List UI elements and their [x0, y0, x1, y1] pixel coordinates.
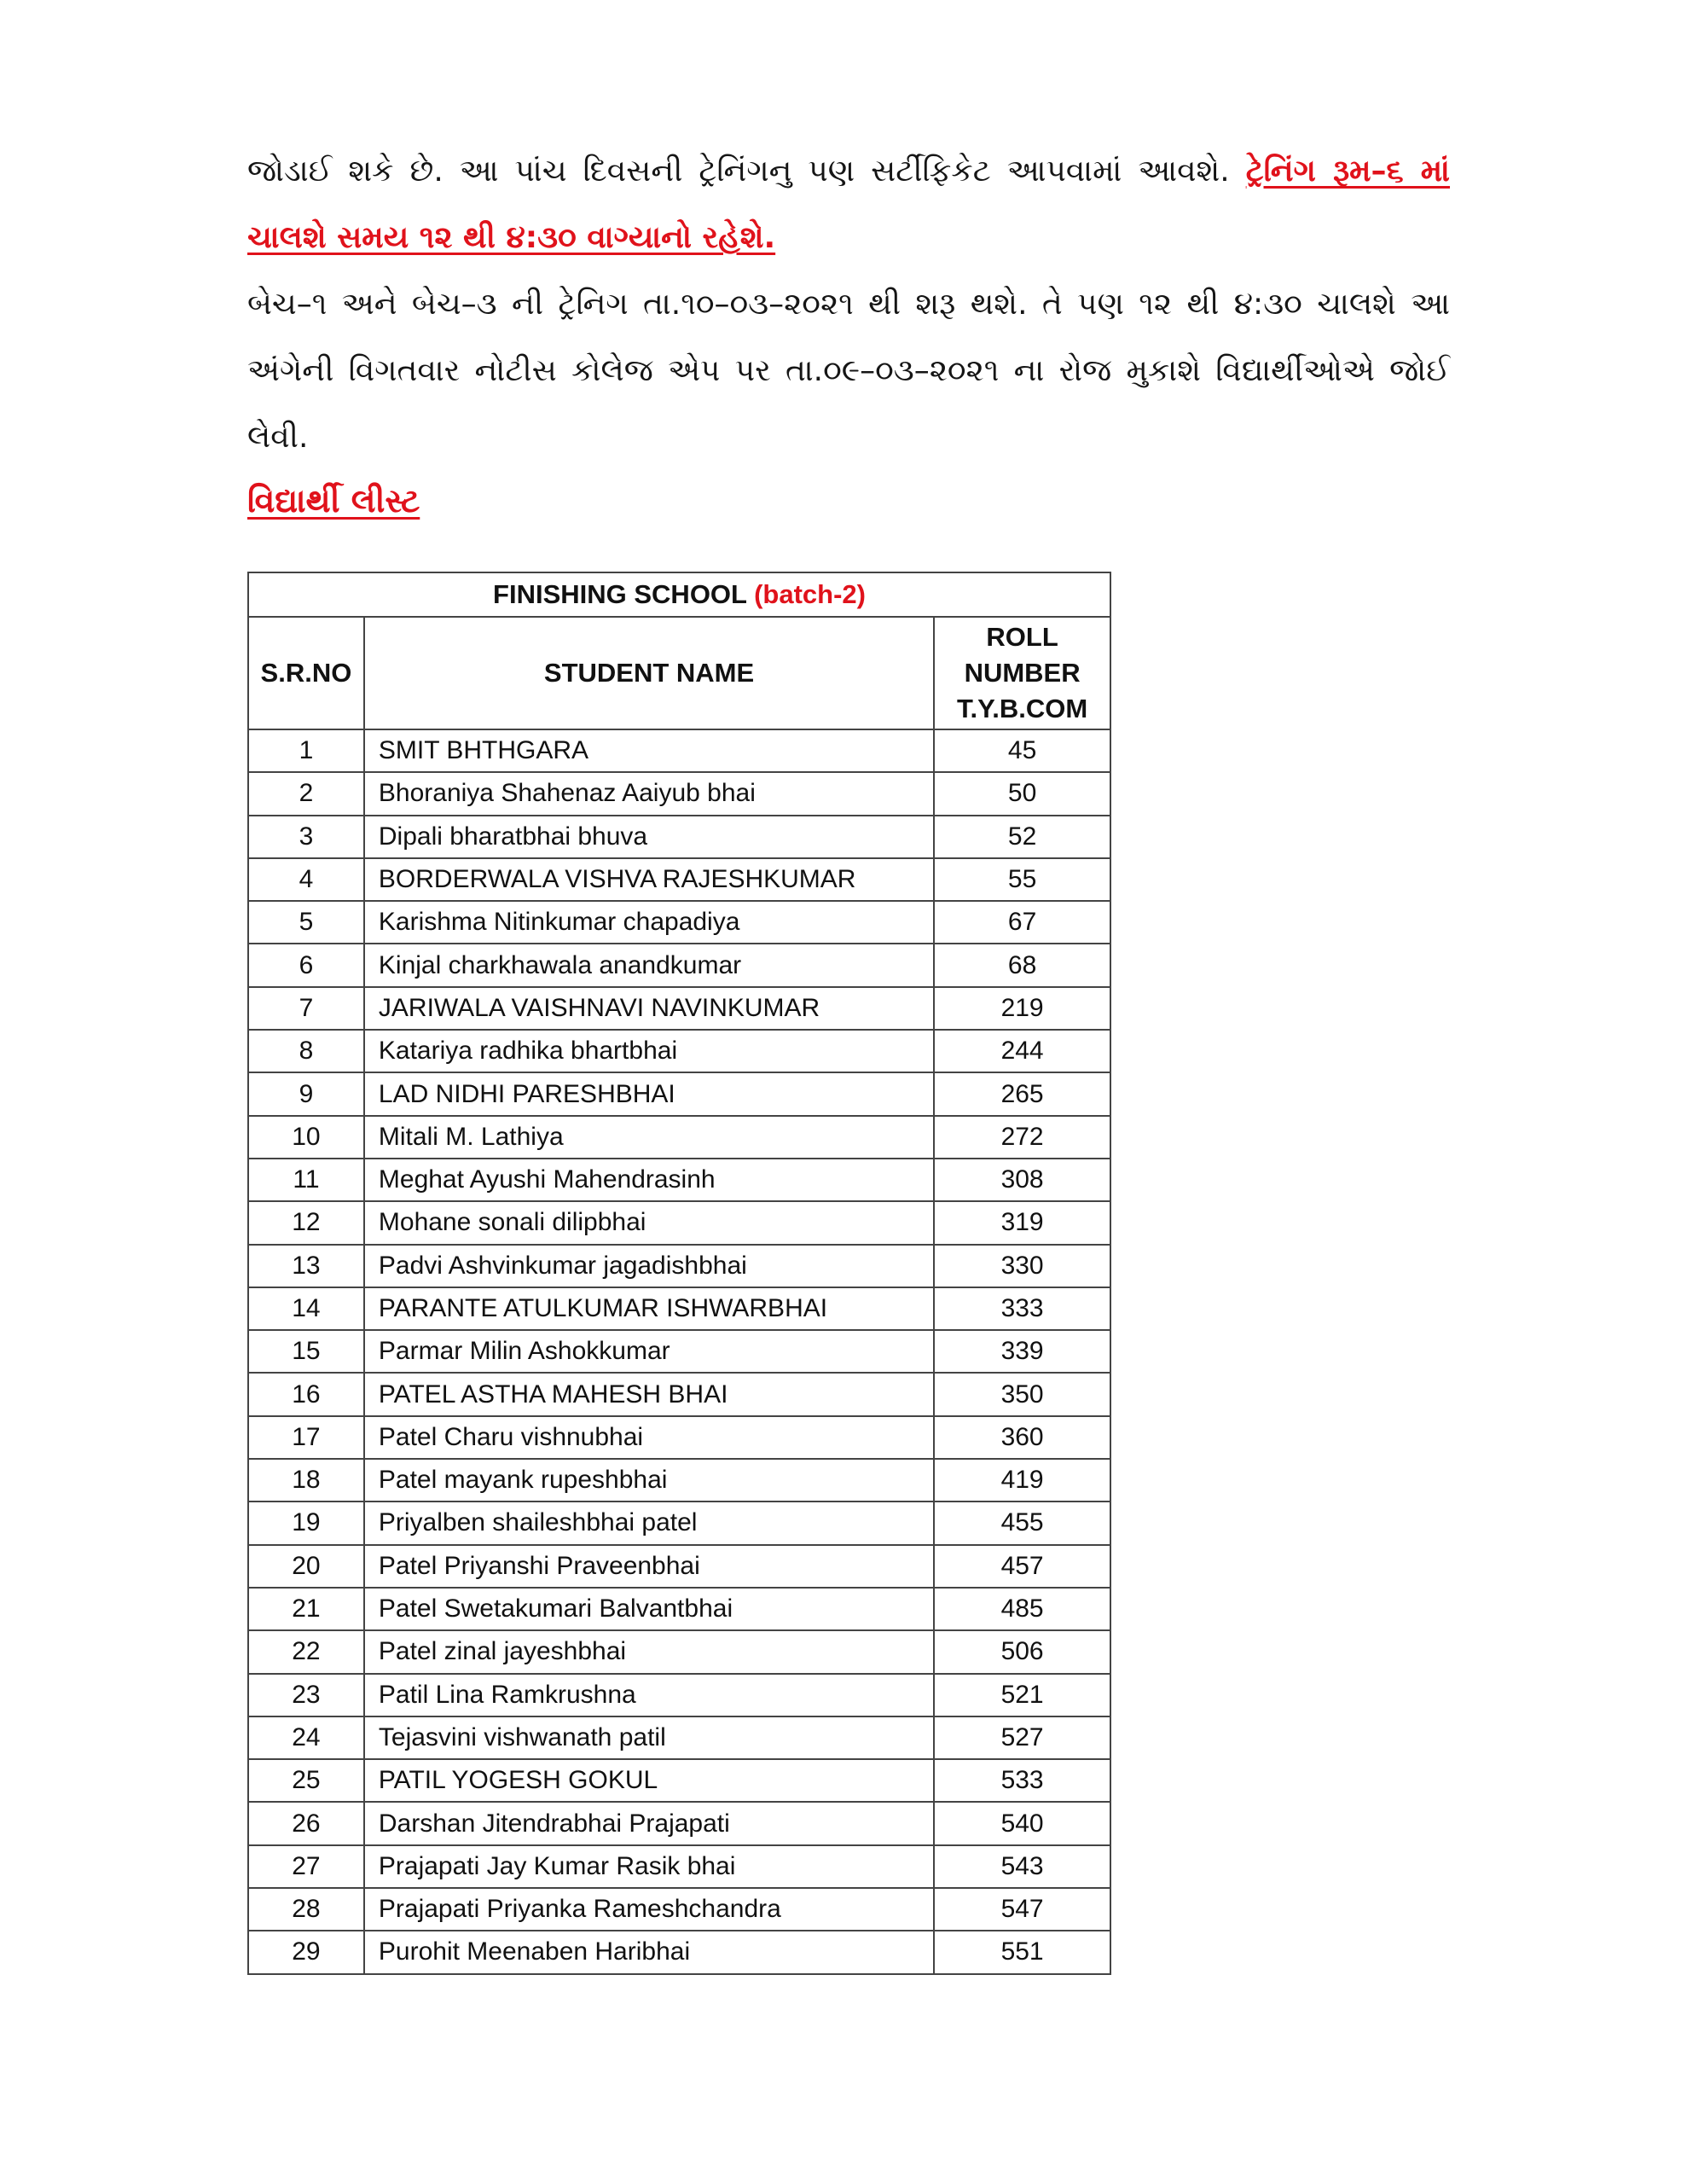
cell-student-name: Karishma Nitinkumar chapadiya [364, 901, 934, 944]
table-row [248, 944, 1110, 986]
cell-roll-number: 551 [934, 1931, 1110, 1973]
cell-roll-number: 219 [934, 987, 1110, 1030]
table-row [248, 901, 1110, 944]
cell-sr-no: 1 [248, 729, 364, 772]
cell-sr-no: 16 [248, 1373, 364, 1415]
header-roll-line-1: ROLL [986, 622, 1058, 652]
cell-sr-no: 24 [248, 1716, 364, 1759]
cell-sr-no: 3 [248, 816, 364, 858]
cell-sr-no: 20 [248, 1545, 364, 1588]
cell-student-name: Darshan Jitendrabhai Prajapati [364, 1802, 934, 1844]
cell-roll-number: 350 [934, 1373, 1110, 1415]
table-row [248, 1030, 1110, 1072]
table-row [248, 1072, 1110, 1115]
cell-sr-no: 25 [248, 1759, 364, 1802]
cell-student-name: PARANTE ATULKUMAR ISHWARBHAI [364, 1287, 934, 1330]
cell-roll-number: 521 [934, 1674, 1110, 1716]
student-list-heading: વિદ્યાર્થી લીસ્ટ [247, 482, 420, 520]
cell-student-name: Padvi Ashvinkumar jagadishbhai [364, 1245, 934, 1287]
cell-student-name: JARIWALA VAISHNAVI NAVINKUMAR [364, 987, 934, 1030]
notice-text: જોડાઈ શકે છે. આ પાંચ દિવસની ટ્રેનિંગનુ પણ સર્ટીફિકેટ આપવામાં આવશે. [247, 154, 1230, 189]
table-row [248, 1674, 1110, 1716]
cell-sr-no: 28 [248, 1888, 364, 1931]
cell-sr-no: 27 [248, 1845, 364, 1888]
table-row [248, 729, 1110, 772]
table-row [248, 1330, 1110, 1373]
table-row [248, 1201, 1110, 1244]
cell-roll-number: 333 [934, 1287, 1110, 1330]
cell-roll-number: 308 [934, 1159, 1110, 1201]
cell-student-name: Prajapati Priyanka Rameshchandra [364, 1888, 934, 1931]
cell-sr-no: 19 [248, 1502, 364, 1544]
table-header-row [248, 617, 1110, 729]
table-row [248, 1931, 1110, 1973]
cell-roll-number: 68 [934, 944, 1110, 986]
cell-roll-number: 50 [934, 772, 1110, 815]
cell-sr-no: 12 [248, 1201, 364, 1244]
cell-student-name: Prajapati Jay Kumar Rasik bhai [364, 1845, 934, 1888]
table-row [248, 1287, 1110, 1330]
cell-sr-no: 7 [248, 987, 364, 1030]
cell-sr-no: 9 [248, 1072, 364, 1115]
table-row [248, 1416, 1110, 1459]
header-student-name: STUDENT NAME [364, 617, 934, 729]
header-roll-number [934, 617, 1110, 729]
cell-student-name: Parmar Milin Ashokkumar [364, 1330, 934, 1373]
cell-student-name: LAD NIDHI PARESHBHAI [364, 1072, 934, 1115]
cell-student-name: PATEL ASTHA MAHESH BHAI [364, 1373, 934, 1415]
cell-sr-no: 10 [248, 1116, 364, 1159]
cell-roll-number: 360 [934, 1416, 1110, 1459]
cell-roll-number: 52 [934, 816, 1110, 858]
training-room-highlight: ટ્રેનિંગ રૂમ–૬ માં ચાલશે સમય ૧૨ થી ૪:૩૦ વાગ્યાનો રહેશે. [247, 154, 1450, 255]
cell-sr-no: 23 [248, 1674, 364, 1716]
cell-sr-no: 26 [248, 1802, 364, 1844]
table-caption-batch: (batch-2) [754, 579, 866, 609]
table-row [248, 1630, 1110, 1673]
table-row [248, 1245, 1110, 1287]
table-row [248, 772, 1110, 815]
cell-sr-no: 29 [248, 1931, 364, 1973]
table-row [248, 816, 1110, 858]
cell-sr-no: 4 [248, 858, 364, 901]
cell-roll-number: 330 [934, 1245, 1110, 1287]
cell-student-name: Dipali bharatbhai bhuva [364, 816, 934, 858]
table-row [248, 1588, 1110, 1630]
cell-sr-no: 14 [248, 1287, 364, 1330]
cell-student-name: Mitali M. Lathiya [364, 1116, 934, 1159]
cell-roll-number: 319 [934, 1201, 1110, 1244]
table-row [248, 1373, 1110, 1415]
cell-roll-number: 265 [934, 1072, 1110, 1115]
table-row [248, 1716, 1110, 1759]
cell-roll-number: 533 [934, 1759, 1110, 1802]
notice-paragraph-2: બેચ–૧ અને બેચ–૩ ની ટ્રેનિગ તા.૧૦–૦૩–૨૦૨૧ થી શરૂ થશે. તે પણ ૧૨ થી ૪:૩૦ ચાલશે આ અંગેની વિગતવાર નોટીસ કોલેજ એપ પર તા.૦૯–૦૩–૨૦૨૧ ના રોજ મુકાશે વિદ્યાર્થીઓએ જોઈ લેવી. [247, 287, 1450, 455]
cell-student-name: Patel zinal jayeshbhai [364, 1630, 934, 1673]
cell-roll-number: 419 [934, 1459, 1110, 1502]
table-row [248, 1888, 1110, 1931]
cell-student-name: Patel mayank rupeshbhai [364, 1459, 934, 1502]
cell-student-name: Patil Lina Ramkrushna [364, 1674, 934, 1716]
cell-sr-no: 6 [248, 944, 364, 986]
table-row [248, 1159, 1110, 1201]
cell-student-name: PATIL YOGESH GOKUL [364, 1759, 934, 1802]
cell-student-name: Patel Swetakumari Balvantbhai [364, 1588, 934, 1630]
table-caption [248, 572, 1110, 617]
cell-roll-number: 457 [934, 1545, 1110, 1588]
cell-sr-no: 22 [248, 1630, 364, 1673]
cell-sr-no: 2 [248, 772, 364, 815]
table-row [248, 1802, 1110, 1844]
cell-sr-no: 8 [248, 1030, 364, 1072]
table-row [248, 987, 1110, 1030]
table-row [248, 1116, 1110, 1159]
cell-student-name: Tejasvini vishwanath patil [364, 1716, 934, 1759]
cell-roll-number: 543 [934, 1845, 1110, 1888]
table-row [248, 858, 1110, 901]
cell-roll-number: 547 [934, 1888, 1110, 1931]
cell-student-name: Meghat Ayushi Mahendrasinh [364, 1159, 934, 1201]
table-row [248, 1459, 1110, 1502]
cell-student-name: Kinjal charkhawala anandkumar [364, 944, 934, 986]
cell-roll-number: 339 [934, 1330, 1110, 1373]
student-table [247, 572, 1111, 1975]
table-row [248, 1845, 1110, 1888]
cell-student-name: Purohit Meenaben Haribhai [364, 1931, 934, 1973]
notice-paragraph-1 [247, 138, 1450, 271]
cell-sr-no: 17 [248, 1416, 364, 1459]
table-row [248, 1545, 1110, 1588]
cell-roll-number: 485 [934, 1588, 1110, 1630]
cell-student-name: SMIT BHTHGARA [364, 729, 934, 772]
table-caption-title: FINISHING SCHOOL [493, 579, 747, 609]
cell-roll-number: 67 [934, 901, 1110, 944]
header-sr-no: S.R.NO [248, 617, 364, 729]
cell-roll-number: 540 [934, 1802, 1110, 1844]
cell-sr-no: 21 [248, 1588, 364, 1630]
cell-roll-number: 455 [934, 1502, 1110, 1544]
cell-student-name: Patel Charu vishnubhai [364, 1416, 934, 1459]
cell-roll-number: 244 [934, 1030, 1110, 1072]
cell-student-name: Mohane sonali dilipbhai [364, 1201, 934, 1244]
cell-sr-no: 18 [248, 1459, 364, 1502]
table-row [248, 1759, 1110, 1802]
table-row [248, 1502, 1110, 1544]
cell-student-name: BORDERWALA VISHVA RAJESHKUMAR [364, 858, 934, 901]
header-roll-line-3: T.Y.B.COM [956, 694, 1088, 723]
cell-roll-number: 527 [934, 1716, 1110, 1759]
table-body [248, 729, 1110, 1974]
cell-roll-number: 55 [934, 858, 1110, 901]
cell-sr-no: 5 [248, 901, 364, 944]
cell-sr-no: 11 [248, 1159, 364, 1201]
header-roll-line-2: NUMBER [964, 658, 1081, 688]
cell-roll-number: 272 [934, 1116, 1110, 1159]
cell-sr-no: 13 [248, 1245, 364, 1287]
cell-roll-number: 45 [934, 729, 1110, 772]
cell-student-name: Priyalben shaileshbhai patel [364, 1502, 934, 1544]
cell-student-name: Katariya radhika bhartbhai [364, 1030, 934, 1072]
cell-student-name: Bhoraniya Shahenaz Aaiyub bhai [364, 772, 934, 815]
cell-student-name: Patel Priyanshi Praveenbhai [364, 1545, 934, 1588]
cell-roll-number: 506 [934, 1630, 1110, 1673]
cell-sr-no: 15 [248, 1330, 364, 1373]
